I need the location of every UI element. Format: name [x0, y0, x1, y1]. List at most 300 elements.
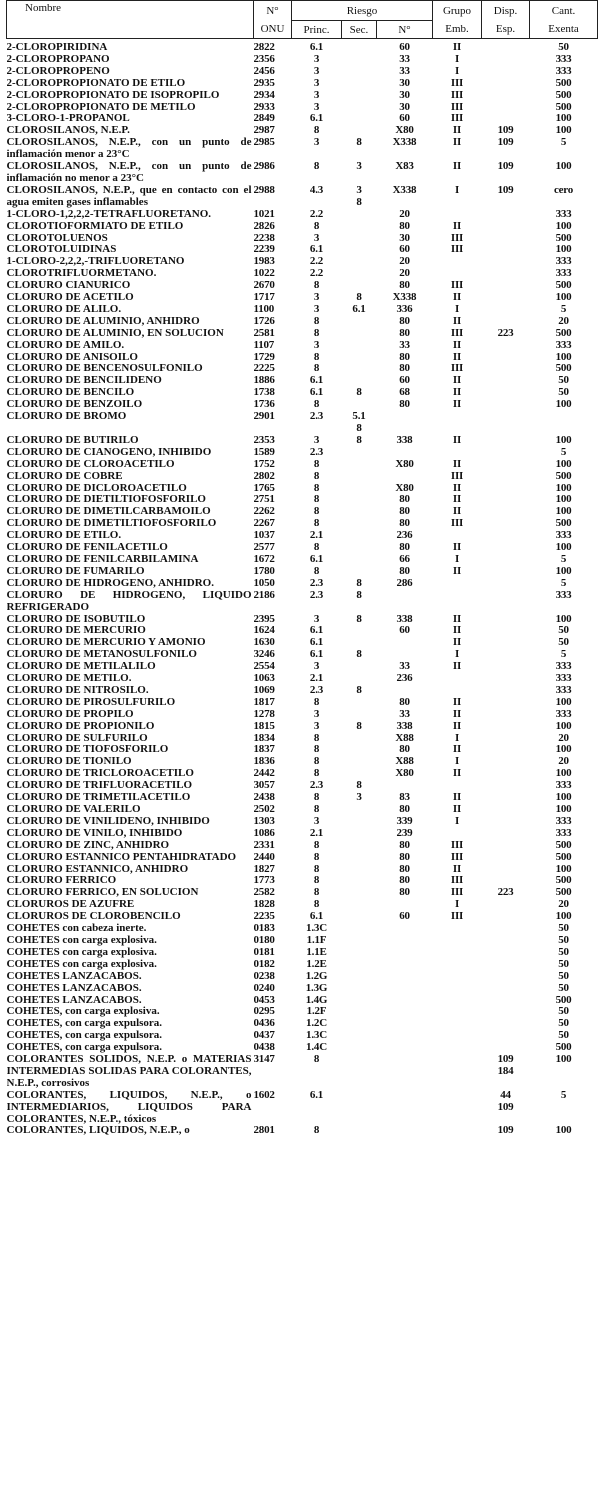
row-name: CLORURO DE ETILO. [6, 530, 122, 542]
row-onu: 0436 [253, 1018, 275, 1030]
row-riesgo-princ: 8 [313, 839, 320, 851]
row-riesgo-num [377, 983, 433, 995]
row-riesgo-sec: 3 [356, 161, 362, 173]
row-cant-exenta: 100 [555, 125, 572, 137]
row-riesgo-princ: 2.3 [309, 589, 324, 601]
row-onu: 2353 [253, 434, 275, 446]
row-grupo-emb: I [454, 65, 460, 77]
row-grupo-emb: II [452, 506, 462, 518]
header-num: N° [377, 21, 433, 39]
row-disp-esp [482, 649, 530, 661]
row-riesgo-num: 80 [399, 327, 410, 339]
row-riesgo-princ: 6.1 [309, 387, 324, 399]
table-row [7, 1042, 598, 1054]
table-row [7, 1030, 598, 1042]
table-row [7, 90, 598, 102]
row-cant-exenta: 333 [555, 708, 572, 720]
row-grupo-emb: III [450, 101, 464, 113]
row-disp-esp [482, 316, 530, 328]
row-riesgo-sec [342, 923, 377, 935]
table-row [7, 971, 598, 983]
row-cant-exenta: 100 [555, 613, 572, 625]
row-riesgo-princ: 3 [313, 661, 320, 673]
row-onu: 2670 [253, 280, 275, 292]
row-riesgo-num: 80 [399, 494, 410, 506]
row-grupo-emb [433, 530, 482, 542]
table-row [7, 411, 598, 435]
row-grupo-emb: II [452, 720, 462, 732]
table-row [7, 292, 598, 304]
row-riesgo-sec: 8 [356, 387, 362, 399]
row-name: CLORURO DE SULFURILO [6, 732, 148, 744]
row-riesgo-sec [342, 828, 377, 840]
row-grupo-emb: II [452, 863, 462, 875]
row-disp-esp: 109 184 [497, 1054, 514, 1077]
row-riesgo-num: 30 [399, 89, 410, 101]
row-onu: 2239 [253, 244, 275, 256]
row-onu: 2935 [253, 77, 275, 89]
table-row [7, 852, 598, 864]
row-name: CLOROTIOFORMIATO DE ETILO [6, 220, 184, 232]
row-disp-esp [482, 947, 530, 959]
table-row [7, 221, 598, 233]
row-riesgo-princ: 2.1 [309, 530, 324, 542]
row-name: CLORURO DE METILALILO [6, 661, 156, 673]
row-name: CLORURO DE COBRE [6, 470, 123, 482]
row-riesgo-princ: 1.2C [306, 1018, 327, 1030]
row-cant-exenta: 50 [558, 41, 569, 53]
row-riesgo-princ: 2.3 [309, 446, 324, 458]
row-onu: 1765 [253, 482, 275, 494]
row-disp-esp [482, 923, 530, 935]
row-riesgo-sec: 8 [356, 137, 362, 149]
row-riesgo-princ: 2.3 [309, 780, 324, 792]
row-disp-esp [482, 518, 530, 530]
row-disp-esp [482, 209, 530, 221]
row-grupo-emb: II [452, 542, 462, 554]
row-riesgo-sec [342, 804, 377, 816]
row-riesgo-num [377, 971, 433, 983]
row-riesgo-princ: 3 [313, 339, 320, 351]
row-disp-esp [482, 768, 530, 780]
row-riesgo-sec: 3 [356, 792, 362, 804]
row-onu: 1107 [253, 339, 275, 351]
row-name: CLORURO DE BENZOILO [6, 399, 143, 411]
row-name: CLORURO DE VINILIDENO, INHIBIDO [6, 815, 210, 827]
row-onu: 1037 [253, 530, 275, 542]
row-cant-exenta: 333 [555, 589, 572, 601]
row-riesgo-sec [342, 995, 377, 1007]
row-onu: 1780 [253, 565, 275, 577]
row-riesgo-princ: 3 [313, 708, 320, 720]
row-riesgo-sec [342, 983, 377, 995]
row-disp-esp [482, 1042, 530, 1054]
row-disp-esp [482, 685, 530, 697]
row-grupo-emb [433, 673, 482, 685]
table-row [7, 506, 598, 518]
row-disp-esp [482, 816, 530, 828]
row-cant-exenta: 50 [558, 375, 569, 387]
row-name: CLORURO DE HIDROGENO, LIQUIDO REFRIGERADO [6, 589, 252, 613]
row-riesgo-sec [342, 1018, 377, 1030]
row-name: CLORURO DE METANOSULFONILO [6, 649, 197, 661]
row-riesgo-num [377, 471, 433, 483]
row-cant-exenta: 20 [558, 899, 569, 911]
row-riesgo-num: 33 [399, 661, 410, 673]
row-grupo-emb: II [452, 339, 462, 351]
row-name: 2-CLOROPROPIONATO DE METILO [6, 101, 196, 113]
row-onu: 1022 [253, 268, 275, 280]
row-riesgo-princ: 8 [313, 470, 320, 482]
row-riesgo-sec [342, 233, 377, 245]
row-riesgo-princ: 6.1 [309, 244, 324, 256]
row-disp-esp [482, 935, 530, 947]
row-riesgo-sec [342, 875, 377, 887]
row-riesgo-sec [342, 399, 377, 411]
row-riesgo-princ: 8 [313, 744, 320, 756]
row-riesgo-num [377, 935, 433, 947]
row-grupo-emb: II [452, 434, 462, 446]
row-onu: 2901 [253, 411, 275, 423]
row-riesgo-sec [342, 459, 377, 471]
table-row [7, 911, 598, 923]
row-cant-exenta: 100 [555, 1054, 572, 1066]
row-onu: 1021 [253, 208, 275, 220]
table-row [7, 494, 598, 506]
row-disp-esp [482, 828, 530, 840]
row-grupo-emb [433, 590, 482, 614]
row-riesgo-sec [342, 39, 377, 54]
row-onu: 2331 [253, 839, 275, 851]
row-grupo-emb [433, 447, 482, 459]
row-riesgo-num [377, 899, 433, 911]
row-cant-exenta: 5 [560, 446, 567, 458]
row-onu: 3246 [253, 649, 275, 661]
row-onu: 2438 [253, 792, 275, 804]
row-name: CLORUROS DE CLOROBENCILO [6, 911, 181, 923]
row-riesgo-num [377, 959, 433, 971]
row-name: CLORURO DE ISOBUTILO [6, 613, 146, 625]
row-name: CLORURO DE DICLOROACETILO [6, 482, 187, 494]
table-row [7, 435, 598, 447]
row-onu: 1836 [253, 756, 275, 768]
table-row [7, 102, 598, 114]
row-riesgo-princ: 8 [313, 399, 320, 411]
row-riesgo-num: 20 [399, 208, 410, 220]
row-riesgo-sec [342, 518, 377, 530]
row-cant-exenta: 500 [555, 851, 572, 863]
table-row [7, 661, 598, 673]
row-grupo-emb: I [454, 815, 460, 827]
row-grupo-emb: II [452, 292, 462, 304]
row-disp-esp [482, 39, 530, 54]
row-cant-exenta: 50 [558, 970, 569, 982]
table-row [7, 995, 598, 1007]
row-riesgo-princ: 8 [313, 542, 320, 554]
row-disp-esp [482, 352, 530, 364]
row-disp-esp [482, 971, 530, 983]
row-onu: 0180 [253, 934, 275, 946]
row-grupo-emb: II [452, 387, 462, 399]
row-riesgo-num: X338 [392, 137, 417, 149]
row-riesgo-princ: 3 [313, 232, 320, 244]
row-grupo-emb [433, 1090, 482, 1126]
row-riesgo-num: 239 [396, 827, 413, 839]
header-disp-bottom: Esp. [482, 21, 530, 39]
row-disp-esp [482, 852, 530, 864]
row-cant-exenta: 50 [558, 923, 569, 935]
row-name: COHETES LANZACABOS. [6, 994, 142, 1006]
row-grupo-emb: III [450, 887, 464, 899]
row-onu: 2822 [253, 41, 275, 53]
row-name: CLORURO DE NITROSILO. [6, 684, 149, 696]
row-cant-exenta: 333 [555, 661, 572, 673]
row-riesgo-num: X80 [395, 125, 414, 137]
table-row [7, 1054, 598, 1090]
row-riesgo-sec [342, 375, 377, 387]
row-riesgo-princ: 8 [313, 768, 320, 780]
row-grupo-emb: II [452, 315, 462, 327]
table-row [7, 483, 598, 495]
row-riesgo-num: 60 [399, 244, 410, 256]
row-riesgo-princ: 3 [313, 434, 320, 446]
row-riesgo-sec [342, 1006, 377, 1018]
row-onu: 1817 [253, 696, 275, 708]
row-riesgo-princ: 1.1E [306, 946, 327, 958]
row-cant-exenta: 333 [555, 827, 572, 839]
row-riesgo-princ: 6.1 [309, 637, 324, 649]
row-riesgo-princ: 8 [313, 363, 320, 375]
row-riesgo-princ: 3 [313, 815, 320, 827]
row-riesgo-num: 30 [399, 232, 410, 244]
row-cant-exenta: 100 [555, 292, 572, 304]
row-cant-exenta: 333 [555, 53, 572, 65]
row-disp-esp [482, 363, 530, 375]
row-name: CLORURO DE CIANOGENO, INHIBIDO [6, 446, 212, 458]
row-grupo-emb: II [452, 161, 462, 173]
table-row [7, 280, 598, 292]
row-onu: 1630 [253, 637, 275, 649]
row-disp-esp [482, 1018, 530, 1030]
row-riesgo-num: 80 [399, 851, 410, 863]
row-riesgo-princ: 1.2F [306, 1006, 327, 1018]
row-disp-esp: 223 [497, 327, 514, 339]
row-disp-esp: 109 [497, 161, 514, 173]
row-riesgo-princ: 3 [313, 77, 320, 89]
row-name: CLORURO DE HIDROGENO, ANHIDRO. [6, 577, 214, 589]
row-name: CLORURO DE VALERILO [6, 804, 141, 815]
row-riesgo-num: 60 [399, 911, 410, 923]
row-onu: 1752 [253, 458, 275, 470]
row-grupo-emb [433, 411, 482, 435]
row-cant-exenta: 100 [555, 792, 572, 804]
row-disp-esp [482, 1006, 530, 1018]
row-name: CLORURO FERRICO [6, 875, 117, 887]
row-name: CLORURO FERRICO, EN SOLUCION [6, 887, 199, 899]
row-name: CLORURO DE ACETILO [6, 292, 134, 304]
row-onu: 2225 [253, 363, 275, 375]
row-grupo-emb: II [452, 458, 462, 470]
row-grupo-emb: I [454, 303, 460, 315]
row-disp-esp [482, 411, 530, 435]
row-disp-esp [482, 792, 530, 804]
row-riesgo-num: X88 [395, 732, 414, 744]
table-row [7, 554, 598, 566]
row-cant-exenta: 5 [560, 1089, 567, 1101]
header-grupo-bottom: Emb. [433, 21, 482, 39]
row-name: CLORURO DE MERCURIO [6, 625, 146, 637]
row-riesgo-princ: 1.2E [306, 958, 327, 970]
row-riesgo-sec [342, 471, 377, 483]
row-riesgo-princ: 2.2 [309, 208, 324, 220]
row-cant-exenta: 100 [555, 744, 572, 756]
row-riesgo-num: 80 [399, 399, 410, 411]
row-riesgo-princ: 8 [313, 1125, 320, 1137]
table-row [7, 816, 598, 828]
row-name: CLORURO DE PROPILO [6, 708, 134, 720]
row-onu: 1589 [253, 446, 275, 458]
row-name: CLORURO ESTANNICO PENTAHIDRATADO [6, 851, 237, 863]
row-riesgo-princ: 1.3G [305, 982, 328, 994]
row-riesgo-princ: 2.2 [309, 256, 324, 268]
row-riesgo-princ: 3 [313, 720, 320, 732]
row-cant-exenta: 100 [555, 863, 572, 875]
row-cant-exenta: 50 [558, 982, 569, 994]
row-disp-esp [482, 637, 530, 649]
row-riesgo-num: X88 [395, 756, 414, 768]
row-onu: 3057 [253, 780, 275, 792]
row-grupo-emb [433, 1030, 482, 1042]
row-cant-exenta: 100 [555, 220, 572, 232]
row-disp-esp [482, 554, 530, 566]
row-name: CLORURO DE TRICLOROACETILO [6, 768, 194, 780]
table-row [7, 614, 598, 626]
row-name: 2-CLOROPIRIDINA [6, 41, 108, 53]
row-riesgo-sec [342, 947, 377, 959]
row-grupo-emb: III [450, 327, 464, 339]
row-grupo-emb: II [452, 637, 462, 649]
row-grupo-emb: III [450, 518, 464, 530]
row-onu: 2554 [253, 661, 275, 673]
row-onu: 0181 [253, 946, 275, 958]
row-name: CLOROTRIFLUORMETANO. [6, 268, 157, 280]
row-onu: 2988 [253, 184, 275, 196]
row-riesgo-sec [342, 864, 377, 876]
row-riesgo-princ: 1.2G [305, 970, 328, 982]
row-disp-esp [482, 387, 530, 399]
row-grupo-emb: II [452, 661, 462, 673]
row-riesgo-princ: 8 [313, 280, 320, 292]
row-onu: 2186 [253, 589, 275, 601]
row-grupo-emb [433, 685, 482, 697]
row-riesgo-num: 83 [399, 792, 410, 804]
table-row [7, 340, 598, 352]
row-riesgo-num: 80 [399, 351, 410, 363]
table-row [7, 352, 598, 364]
row-grupo-emb [433, 923, 482, 935]
row-cant-exenta: 500 [555, 89, 572, 101]
row-name: CLORURO DE VINILO, INHIBIDO [6, 827, 183, 839]
row-riesgo-sec [342, 959, 377, 971]
row-name: 2-CLOROPROPIONATO DE ISOPROPILO [6, 89, 220, 101]
row-disp-esp [482, 911, 530, 923]
row-riesgo-num: 80 [399, 863, 410, 875]
row-name: COHETES LANZACABOS. [6, 982, 142, 994]
row-cant-exenta: 100 [555, 494, 572, 506]
row-disp-esp [482, 661, 530, 673]
row-riesgo-num: 33 [399, 53, 410, 65]
row-riesgo-num: 80 [399, 565, 410, 577]
row-cant-exenta: 100 [555, 458, 572, 470]
row-riesgo-num: 80 [399, 363, 410, 375]
row-disp-esp: 109 [497, 125, 514, 137]
row-riesgo-princ: 8 [313, 792, 320, 804]
table-row [7, 864, 598, 876]
table-row [7, 744, 598, 756]
row-onu: 2826 [253, 220, 275, 232]
row-riesgo-sec [342, 625, 377, 637]
row-grupo-emb: II [452, 613, 462, 625]
row-cant-exenta: 333 [555, 684, 572, 696]
row-riesgo-num: 80 [399, 875, 410, 887]
row-riesgo-princ: 2.1 [309, 673, 324, 685]
row-onu: 1773 [253, 875, 275, 887]
table-row [7, 625, 598, 637]
row-riesgo-princ: 3 [313, 65, 320, 77]
dangerous-goods-table [6, 0, 598, 1137]
table-row [7, 983, 598, 995]
row-cant-exenta: 500 [555, 77, 572, 89]
row-disp-esp [482, 78, 530, 90]
row-onu: 2442 [253, 768, 275, 780]
row-riesgo-princ: 3 [313, 613, 320, 625]
row-grupo-emb: I [454, 649, 460, 661]
row-cant-exenta: 500 [555, 839, 572, 851]
row-riesgo-num [377, 1006, 433, 1018]
row-riesgo-princ: 8 [313, 887, 320, 899]
row-riesgo-sec [342, 756, 377, 768]
row-riesgo-princ: 8 [313, 458, 320, 470]
row-onu: 0238 [253, 970, 275, 982]
table-row [7, 459, 598, 471]
row-onu: 1837 [253, 744, 275, 756]
row-cant-exenta: 500 [555, 1042, 572, 1054]
row-cant-exenta: 100 [555, 696, 572, 708]
row-riesgo-num [377, 685, 433, 697]
row-onu: 0453 [253, 994, 275, 1006]
table-row [7, 304, 598, 316]
row-riesgo-princ: 8 [313, 899, 320, 911]
row-name: COHETES, con carga expulsora. [6, 1018, 163, 1030]
row-riesgo-sec [342, 768, 377, 780]
row-cant-exenta: 50 [558, 1018, 569, 1030]
row-cant-exenta: 500 [555, 875, 572, 887]
row-riesgo-sec [342, 447, 377, 459]
row-cant-exenta: 100 [555, 911, 572, 923]
row-riesgo-princ: 8 [313, 125, 320, 137]
row-name: CLORUROS DE AZUFRE [6, 899, 135, 911]
row-riesgo-sec [342, 887, 377, 899]
row-riesgo-num: 30 [399, 77, 410, 89]
row-riesgo-sec [342, 102, 377, 114]
row-riesgo-princ: 8 [313, 518, 320, 530]
table-row [7, 244, 598, 256]
table-row [7, 66, 598, 78]
table-header [7, 1, 598, 39]
row-grupo-emb: I [454, 553, 460, 565]
row-name: CLORURO ESTANNICO, ANHIDRO [6, 863, 189, 875]
row-riesgo-princ: 8 [313, 351, 320, 363]
